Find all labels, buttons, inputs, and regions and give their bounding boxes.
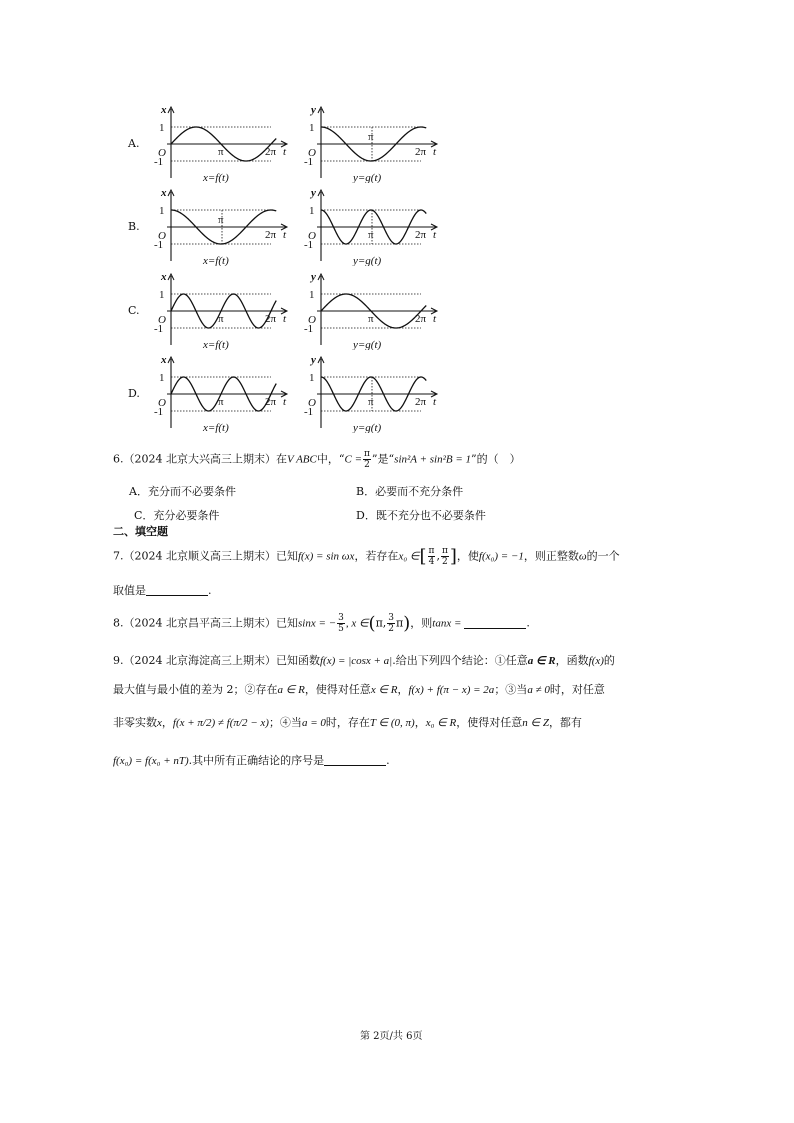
q9-a-neq-0: a ≠ 0 [527,684,550,696]
q6-mid: 中，“ [316,452,345,466]
q8-frac-b: $\frac{3}{2}$ [388,613,395,634]
graph-right-tick-neg-one: -1 [304,406,314,418]
option-graph-left [145,103,295,183]
option-graph-right [295,186,445,266]
option-label: A. [128,137,140,150]
q9-a-in-r-2: a ∈ R [277,684,305,696]
graph-left-tick-neg-one: -1 [154,239,164,251]
option-graph-right [295,353,445,433]
question-9-line1 [113,652,615,668]
q9-line4b: .其中所有正确结论的序号是 [188,754,325,767]
q6-choice-b: B．必要而不充分条件 [356,485,464,498]
q9-t-in: T ∈ (0, π) [369,717,415,729]
graph-left-tick-one: 1 [159,122,165,134]
option-graph-left [145,353,295,433]
graph-right-tick-one: 1 [309,372,315,384]
graph-right-origin-label: O [308,314,316,326]
graph-left-caption: x=f(t) [203,255,229,266]
q8-pi2: π [396,616,404,630]
q9-equation-4: f(x₀) = f(x₀ + nT) [113,755,189,767]
graph-right-y-label: y [311,104,316,116]
q6-choice-a: A．充分而不必要条件 [129,485,236,498]
graph-right-t-label: t [433,146,437,158]
q8-prefix: 8.（2024 北京昌平高三上期末）已知 [113,616,298,630]
question-7-line2 [113,582,212,598]
graph-right-tick-one: 1 [309,122,315,134]
graph-left-tick-pi: π [218,313,224,325]
q8-frac-a: $\frac{3}{5}$ [338,613,344,634]
graph-right-caption: y=g(t) [353,339,382,350]
graph-left-origin-label: O [158,230,166,242]
q8-pi: π, [375,616,387,630]
graph-right-tick-two-pi: 2π [415,313,427,325]
q9-line1a: 9.（2024 北京海淀高三上期末）已知函数 [113,654,320,667]
q7-answer-blank[interactable] [146,583,208,596]
graph-left-tick-neg-one: -1 [154,323,164,335]
option-label: B. [128,220,140,233]
q8-sinx: sinx = − [298,617,337,630]
option-graph-left [145,186,295,266]
graph-left-tick-two-pi: 2π [265,229,277,241]
section-heading-fill-blank: 二、填空题 [113,525,168,538]
q7-line2-text: 取值是 [113,584,146,597]
graph-right-t-label: t [433,396,437,408]
graph-right-origin-label: O [308,230,316,242]
q9-end: . [386,754,390,767]
q7-prefix: 7.（2024 北京顺义高三上期末）已知 [113,549,298,563]
q9-inequality: f(x + π/2) ≠ f(π/2 − x) [172,717,269,729]
graph-left-origin-label: O [158,314,166,326]
question-8-stem [113,613,530,634]
q9-a-eq-0: a = 0 [301,717,326,729]
graph-right-origin-label: O [308,147,316,159]
graph-right-origin-label: O [308,397,316,409]
q6-is: ”是“ [371,452,395,466]
graph-left-y-label: x [161,354,167,366]
q9-line1c: ，函数 [555,654,589,667]
graph-right-tick-pi: π [368,396,374,408]
q7-mid: ，若存在 [354,549,399,563]
q8-right-paren: ) [403,613,411,634]
graph-right-tick-two-pi: 2π [415,396,427,408]
graph-right-tick-neg-one: -1 [304,239,314,251]
graph-right-t-label: t [433,229,437,241]
option-label: C. [128,304,140,317]
q6-fraction: $\frac{\pi}{2}$ [364,449,370,470]
graph-left-y-label: x [161,187,167,199]
graph-right-caption: y=g(t) [353,172,382,183]
graph-left-t-label: t [283,229,287,241]
q7-right-bracket: ] [449,546,457,567]
q9-x-in-r: x ∈ R [370,684,398,696]
graph-right-tick-two-pi: 2π [415,146,427,158]
option-row [0,270,794,350]
graph-right-y-label: y [311,187,316,199]
option-label: D. [128,387,140,400]
graph-right-tick-one: 1 [309,205,315,217]
graph-right-tick-two-pi: 2π [415,229,427,241]
graph-right-tick-one: 1 [309,289,315,301]
option-graph-right [295,103,445,183]
q7-end: . [208,584,212,597]
option-graph-right [295,270,445,350]
q9-line2a: 最大值与最小值的差为 2；②存在 [113,683,278,696]
q7-mid2: ，使 [456,549,479,563]
q7-suffix: ，则正整数 [523,549,579,563]
q8-x-in: , x ∈ [345,617,369,630]
graph-right-tick-pi: π [368,313,374,325]
graph-left-tick-pi: π [218,214,224,226]
graph-left-tick-two-pi: 2π [265,146,277,158]
q7-frac-a: $\frac{\pi}{4}$ [428,546,435,567]
graph-right-caption: y=g(t) [353,422,382,433]
q8-end: . [526,616,530,630]
graph-left-tick-one: 1 [159,289,165,301]
q9-a-in-r: a ∈ R [527,655,556,667]
q9-answer-blank[interactable] [324,753,386,766]
option-row [0,186,794,266]
q9-line3g: ，都有 [548,716,582,729]
q9-line3b: ， [161,716,173,729]
graph-left-tick-pi: π [218,146,224,158]
question-9-line2 [113,681,605,697]
graph-left-tick-pi: π [218,396,224,408]
q7-left-bracket: [ [419,546,427,567]
graph-left-t-label: t [283,313,287,325]
graph-left-tick-two-pi: 2π [265,396,277,408]
q6-choice-c: C．充分必要条件 [134,509,220,522]
q6-condition: sin²A + sin²B = 1 [394,453,472,466]
graph-left-origin-label: O [158,147,166,159]
q9-line3a: 非零实数 [113,716,157,729]
graph-left-y-label: x [161,271,167,283]
q8-tanx: tanx = [432,617,462,630]
question-9-line3 [113,714,582,730]
graph-left-y-label: x [161,104,167,116]
option-row [0,353,794,433]
graph-left-tick-one: 1 [159,205,165,217]
q9-line3e: ， [414,716,426,729]
question-9-line4 [113,752,390,768]
q9-line2c: ， [397,683,409,696]
q8-left-paren: ( [368,613,376,634]
q7-suffix2: 的一个 [586,549,620,563]
q9-n-in: n ∈ Z [522,717,549,729]
q9-line3d: 时，存在 [325,716,370,729]
graph-left-t-label: t [283,146,287,158]
q9-fx: f(x) [588,655,604,667]
page-footer: 第 2页/共 6页 [360,1031,423,1042]
option-row [0,103,794,183]
q9-equation-2: f(x) + f(π − x) = 2a [408,684,495,696]
option-graph-left [145,270,295,350]
graph-right-y-label: y [311,354,316,366]
q6-choice-d: D．既不充分也不必要条件 [356,509,486,522]
q9-line2b: ，使得对任意 [304,683,371,696]
graph-right-tick-pi: π [368,229,374,241]
q9-x-var: x [157,717,162,729]
question-6-stem [113,449,521,470]
q9-line2e: 时，对任意 [549,683,605,696]
graph-left-t-label: t [283,396,287,408]
q7-x0-in: x₀ ∈ [398,550,420,563]
graph-right-caption: y=g(t) [353,255,382,266]
q7-function: f(x) = sin ωx [298,550,355,563]
graph-left-tick-neg-one: -1 [154,406,164,418]
graph-left-origin-label: O [158,397,166,409]
question-7-stem: 7.（2024 北京顺义高三上期末）已知f(x) = sin ωx，若存在x₀ ∈[ $\frac{\pi}{4}$ , $\frac{\pi}{2}$ ]，使f(x₀) = −1，则正整数ω的一个 [113,546,620,567]
q8-mid: ，则 [410,616,433,630]
q6-c-eq: C = [344,453,362,466]
q7-omega: ω [578,550,587,563]
graph-left-tick-one: 1 [159,372,165,384]
q9-line1b: .给出下列四个结论：①任意 [392,654,528,667]
q6-prefix: 6.（2024 北京大兴高三上期末）在 [113,452,287,466]
graph-right-tick-pi: π [368,131,374,143]
q7-condition: f(x₀) = −1 [478,550,524,563]
q9-x0-in: x₀ ∈ R [425,717,457,729]
q9-line3c: ；④当 [268,716,302,729]
q9-line2d: ；③当 [494,683,528,696]
q9-line3f: ，使得对任意 [456,716,523,729]
q6-triangle: V ABC [287,453,317,466]
q6-suffix: ”的（ ） [471,452,521,466]
graph-right-t-label: t [433,313,437,325]
graph-right-tick-neg-one: -1 [304,156,314,168]
graph-left-caption: x=f(t) [203,422,229,433]
q8-answer-blank[interactable] [464,616,526,629]
graph-left-tick-two-pi: 2π [265,313,277,325]
graph-left-caption: x=f(t) [203,172,229,183]
q9-function: f(x) = |cosx + a| [320,655,393,667]
q7-frac-b: $\frac{\pi}{2}$ [441,546,448,567]
graph-right-tick-neg-one: -1 [304,323,314,335]
graph-left-tick-neg-one: -1 [154,156,164,168]
graph-right-y-label: y [311,271,316,283]
graph-left-caption: x=f(t) [203,339,229,350]
q9-line1d: 的 [603,654,615,667]
